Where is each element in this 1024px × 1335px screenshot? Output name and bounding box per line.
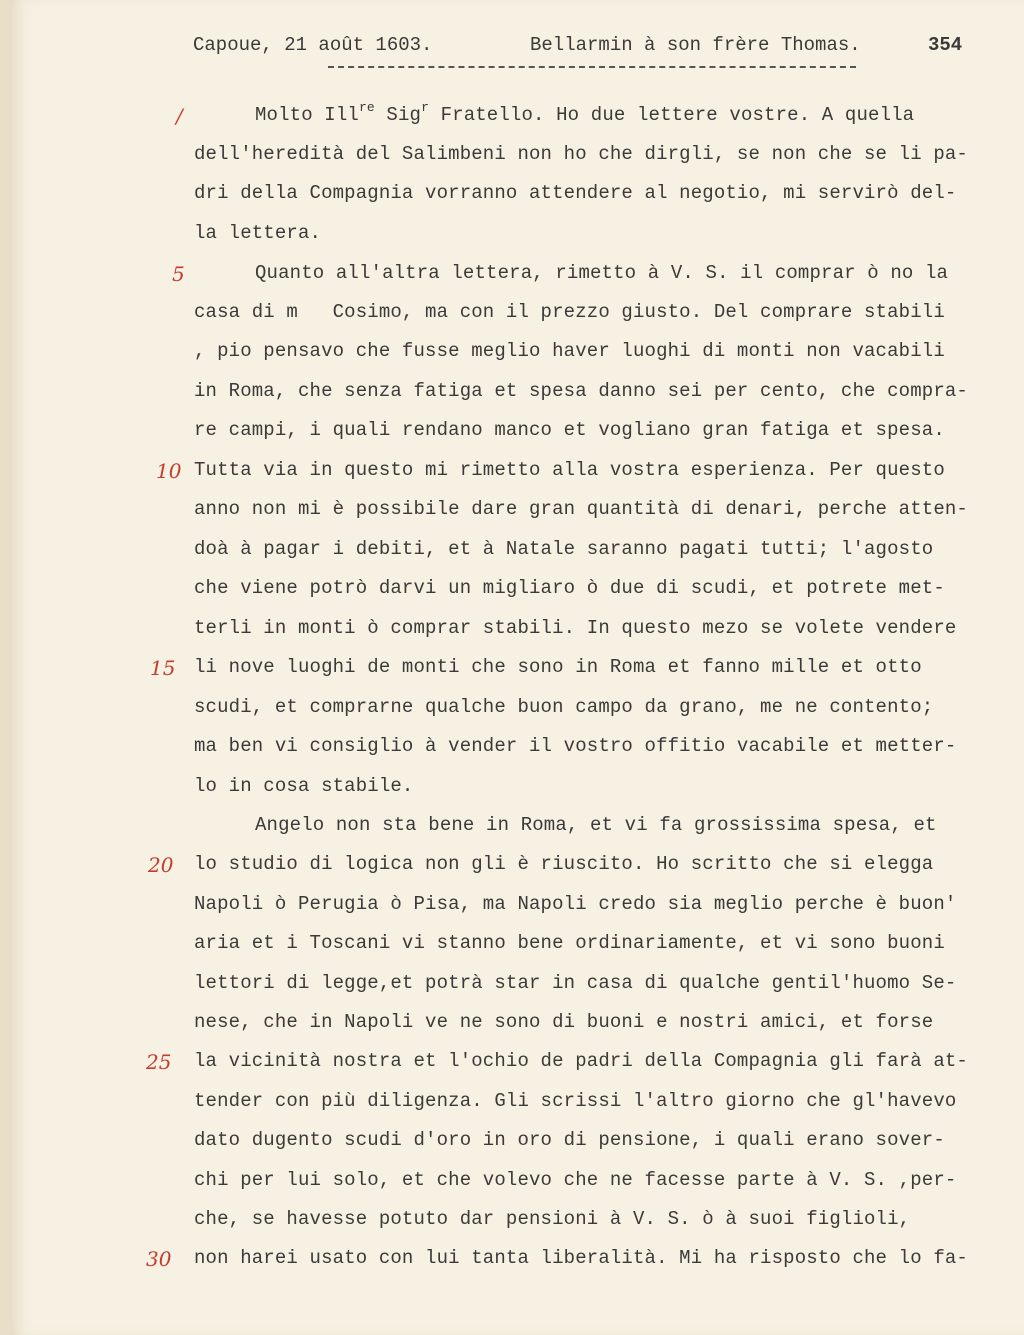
text-line: lo studio di logica non gli è riuscito. Ho scritto che si elegga xyxy=(194,853,934,875)
text-line: la vicinità nostra et l'ochio de padri della Compagnia gli farà at- xyxy=(194,1050,968,1072)
page-number: 354 xyxy=(928,34,963,56)
text-line: scudi, et comprarne qualche buon campo da grano, me ne contento; xyxy=(194,696,934,718)
header-rule xyxy=(328,66,856,68)
text-line: li nove luoghi de monti che sono in Roma et fanno mille et otto xyxy=(194,656,922,678)
text-line: Quanto all'altra lettera, rimetto à V. S. il comprar ò no la xyxy=(255,262,949,284)
text-line: dato dugento scudi d'oro in oro di pensione, i quali erano sover- xyxy=(194,1129,945,1151)
margin-number-5: 5 xyxy=(172,262,185,286)
margin-number-20: 20 xyxy=(148,853,174,877)
text-line: aria et i Toscani vi stanno bene ordinariamente, et vi sono buoni xyxy=(194,932,945,954)
text-line: non harei usato con lui tanta liberalità. Mi ha risposto che lo fa- xyxy=(194,1247,968,1269)
text-line: in Roma, che senza fatiga et spesa danno sei per cento, che compra- xyxy=(194,380,968,402)
text-line: Angelo non sta bene in Roma, et vi fa grossissima spesa, et xyxy=(255,814,937,836)
text-line: nese, che in Napoli ve ne sono di buoni e nostri amici, et forse xyxy=(194,1011,934,1033)
header-place-date: Capoue, 21 août 1603. xyxy=(193,34,433,56)
text-line: ma ben vi consiglio à vender il vostro offitio vacabile et metter- xyxy=(194,735,957,757)
text-line: terli in monti ò comprar stabili. In questo mezo se volete vendere xyxy=(194,617,957,639)
text-line: che, se havesse potuto dar pensioni à V. S. ò à suoi figlioli, xyxy=(194,1208,911,1230)
margin-number-10: 10 xyxy=(156,459,182,483)
text-line: Tutta via in questo mi rimetto alla vostra esperienza. Per questo xyxy=(194,459,945,481)
text-line: anno non mi è possibile dare gran quantità di denari, perche atten- xyxy=(194,498,968,520)
header-title: Bellarmin à son frère Thomas. xyxy=(530,34,861,56)
text-line: Napoli ò Perugia ò Pisa, ma Napoli credo sia meglio perche è buon' xyxy=(194,893,957,915)
text-line: doà à pagar i debiti, et à Natale saranno pagati tutti; l'agosto xyxy=(194,538,934,560)
text-line: dri della Compagnia vorranno attendere al negotio, mi servirò del- xyxy=(194,182,957,204)
text-line: la lettera. xyxy=(194,222,322,244)
text-line: dell'heredità del Salimbeni non ho che dirgli, se non che se li pa- xyxy=(194,143,968,165)
margin-number-30: 30 xyxy=(146,1247,172,1271)
text-line: , pio pensavo che fusse meglio haver luoghi di monti non vacabili xyxy=(194,340,945,362)
margin-number-1: / xyxy=(176,104,183,128)
margin-number-15: 15 xyxy=(150,656,176,680)
text-line: casa di m Cosimo, ma con il prezzo giusto. Del comprare stabili xyxy=(194,301,945,323)
text-line: lo in cosa stabile. xyxy=(194,775,414,797)
text-line: lettori di legge,et potrà star in casa di qualche gentil'huomo Se- xyxy=(194,972,957,994)
text-line: chi per lui solo, et che volevo che ne facesse parte à V. S. ,per- xyxy=(194,1169,957,1191)
margin-number-25: 25 xyxy=(146,1050,172,1074)
text-line: tender con più diligenza. Gli scrissi l'altro giorno che gl'havevo xyxy=(194,1090,957,1112)
text-line: Molto Ill$^{re}$ Sig$^r$ Fratello. Ho due lettere vostre. A quella xyxy=(255,100,915,126)
text-line: che viene potrò darvi un migliaro ò due di scudi, et potrete met- xyxy=(194,577,945,599)
text-line: re campi, i quali rendano manco et vogliano gran fatiga et spesa. xyxy=(194,419,945,441)
